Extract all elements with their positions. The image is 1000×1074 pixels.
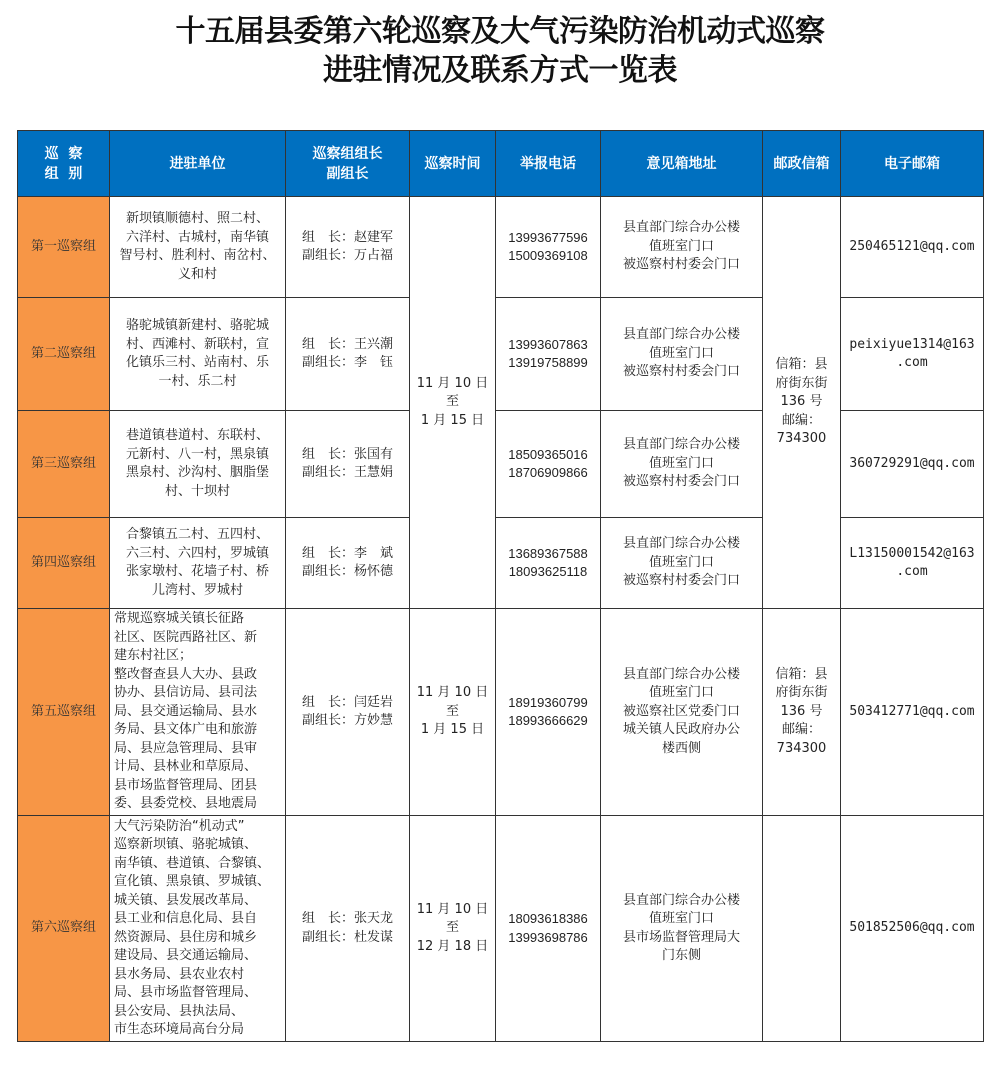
units-cell: 合黎镇五二村、五四村、 六三村、六四村，罗城镇 张家墩村、花墙子村、桥 儿湾村、罗城村 xyxy=(110,518,286,609)
box-cell: 县直部门综合办公楼 值班室门口 被巡察社区党委门口 城关镇人民政府办公 楼西侧 xyxy=(601,609,763,816)
header-email: 电子邮箱 xyxy=(841,131,984,197)
leaders-cell: 组 长：李 斌 副组长：杨怀德 xyxy=(286,518,410,609)
email-cell: 503412771@qq.com xyxy=(841,609,984,816)
table-row xyxy=(18,816,984,1042)
group-name: 第四巡察组 xyxy=(18,518,110,609)
time-cell: 11 月 10 日 至 1 月 15 日 xyxy=(410,609,496,816)
group-name: 第一巡察组 xyxy=(18,197,110,298)
group-name: 第五巡察组 xyxy=(18,609,110,816)
units-cell: 常规巡察城关镇长征路 社区、医院西路社区、新 建东村社区； 整改督查县人大办、县政 协办、县信访局、县司法 局、县交通运输局、县水 务局、县文体广电和旅游 局、县应急管理局、县审 计局、县林业和草原局、 县市场监督管理局、团县 委、县委党校、县地震局 xyxy=(110,609,286,816)
group-name: 第二巡察组 xyxy=(18,298,110,411)
header-time: 巡察时间 xyxy=(410,131,496,197)
email-cell: L13150001542@163 .com xyxy=(841,518,984,609)
header-group: 巡 察 组 别 xyxy=(18,131,110,197)
units-cell: 新坝镇顺德村、照二村、 六洋村、古城村，南华镇 智号村、胜利村、南岔村、 义和村 xyxy=(110,197,286,298)
header-units: 进驻单位 xyxy=(110,131,286,197)
email-cell: 501852506@qq.com xyxy=(841,816,984,1042)
header-box: 意见箱地址 xyxy=(601,131,763,197)
postal-cell-shared: 信箱：县 府街东街 136 号 邮编： 734300 xyxy=(763,197,841,609)
box-cell: 县直部门综合办公楼 值班室门口 被巡察村村委会门口 xyxy=(601,518,763,609)
phone-cell: 18919360799 18993666629 xyxy=(496,609,601,816)
group-name: 第六巡察组 xyxy=(18,816,110,1042)
email-cell: 360729291@qq.com xyxy=(841,411,984,518)
box-cell: 县直部门综合办公楼 值班室门口 被巡察村村委会门口 xyxy=(601,197,763,298)
group-name: 第三巡察组 xyxy=(18,411,110,518)
phone-cell: 13689367588 18093625118 xyxy=(496,518,601,609)
leaders-cell: 组 长：张天龙 副组长：杜发谋 xyxy=(286,816,410,1042)
postal-cell: 信箱：县 府街东街 136 号 邮编： 734300 xyxy=(763,609,841,816)
units-cell: 骆驼城镇新建村、骆驼城 村、西滩村、新联村，宣 化镇乐三村、站南村、乐 一村、乐二村 xyxy=(110,298,286,411)
phone-cell: 13993607863 13919758899 xyxy=(496,298,601,411)
leaders-cell: 组 长：闫廷岩 副组长：方妙慧 xyxy=(286,609,410,816)
leaders-cell: 组 长：张国有 副组长：王慧娟 xyxy=(286,411,410,518)
phone-cell: 18509365016 18706909866 xyxy=(496,411,601,518)
email-cell: peixiyue1314@163 .com xyxy=(841,298,984,411)
leaders-cell: 组 长：赵建军 副组长：万占福 xyxy=(286,197,410,298)
time-cell-shared: 11 月 10 日 至 1 月 15 日 xyxy=(410,197,496,609)
header-phone: 举报电话 xyxy=(496,131,601,197)
box-cell: 县直部门综合办公楼 值班室门口 被巡察村村委会门口 xyxy=(601,298,763,411)
phone-cell: 13993677596 15009369108 xyxy=(496,197,601,298)
phone-cell: 18093618386 13993698786 xyxy=(496,816,601,1042)
header-postal: 邮政信箱 xyxy=(763,131,841,197)
page-title-line-2: 进驻情况及联系方式一览表 xyxy=(323,53,677,88)
box-cell: 县直部门综合办公楼 值班室门口 县市场监督管理局大 门东侧 xyxy=(601,816,763,1042)
header-leaders: 巡察组组长 副组长 xyxy=(286,131,410,197)
inspection-table xyxy=(17,130,984,1042)
box-cell: 县直部门综合办公楼 值班室门口 被巡察村村委会门口 xyxy=(601,411,763,518)
units-cell: 大气污染防治“机动式” 巡察新坝镇、骆驼城镇、 南华镇、巷道镇、合黎镇、 宣化镇、黑泉镇、罗城镇、 城关镇、县发展改革局、 县工业和信息化局、县自 然资源局、县住房和城乡 建设局、县交通运输局、 县水务局、县农业农村 局、县市场监督管理局、 县公安局、县执法局、 市生态环境局高台分局 xyxy=(110,816,286,1042)
table-row xyxy=(18,609,984,816)
units-cell: 巷道镇巷道村、东联村、 元新村、八一村，黑泉镇 黑泉村、沙沟村、胭脂堡 村、十坝村 xyxy=(110,411,286,518)
header-row xyxy=(18,131,984,197)
time-cell: 11 月 10 日 至 12 月 18 日 xyxy=(410,816,496,1042)
email-cell: 250465121@qq.com xyxy=(841,197,984,298)
leaders-cell: 组 长：王兴潮 副组长：李 钰 xyxy=(286,298,410,411)
table-row xyxy=(18,197,984,298)
postal-cell-empty xyxy=(763,816,841,1042)
page-title-line-1: 十五届县委第六轮巡察及大气污染防治机动式巡察 xyxy=(175,14,825,49)
